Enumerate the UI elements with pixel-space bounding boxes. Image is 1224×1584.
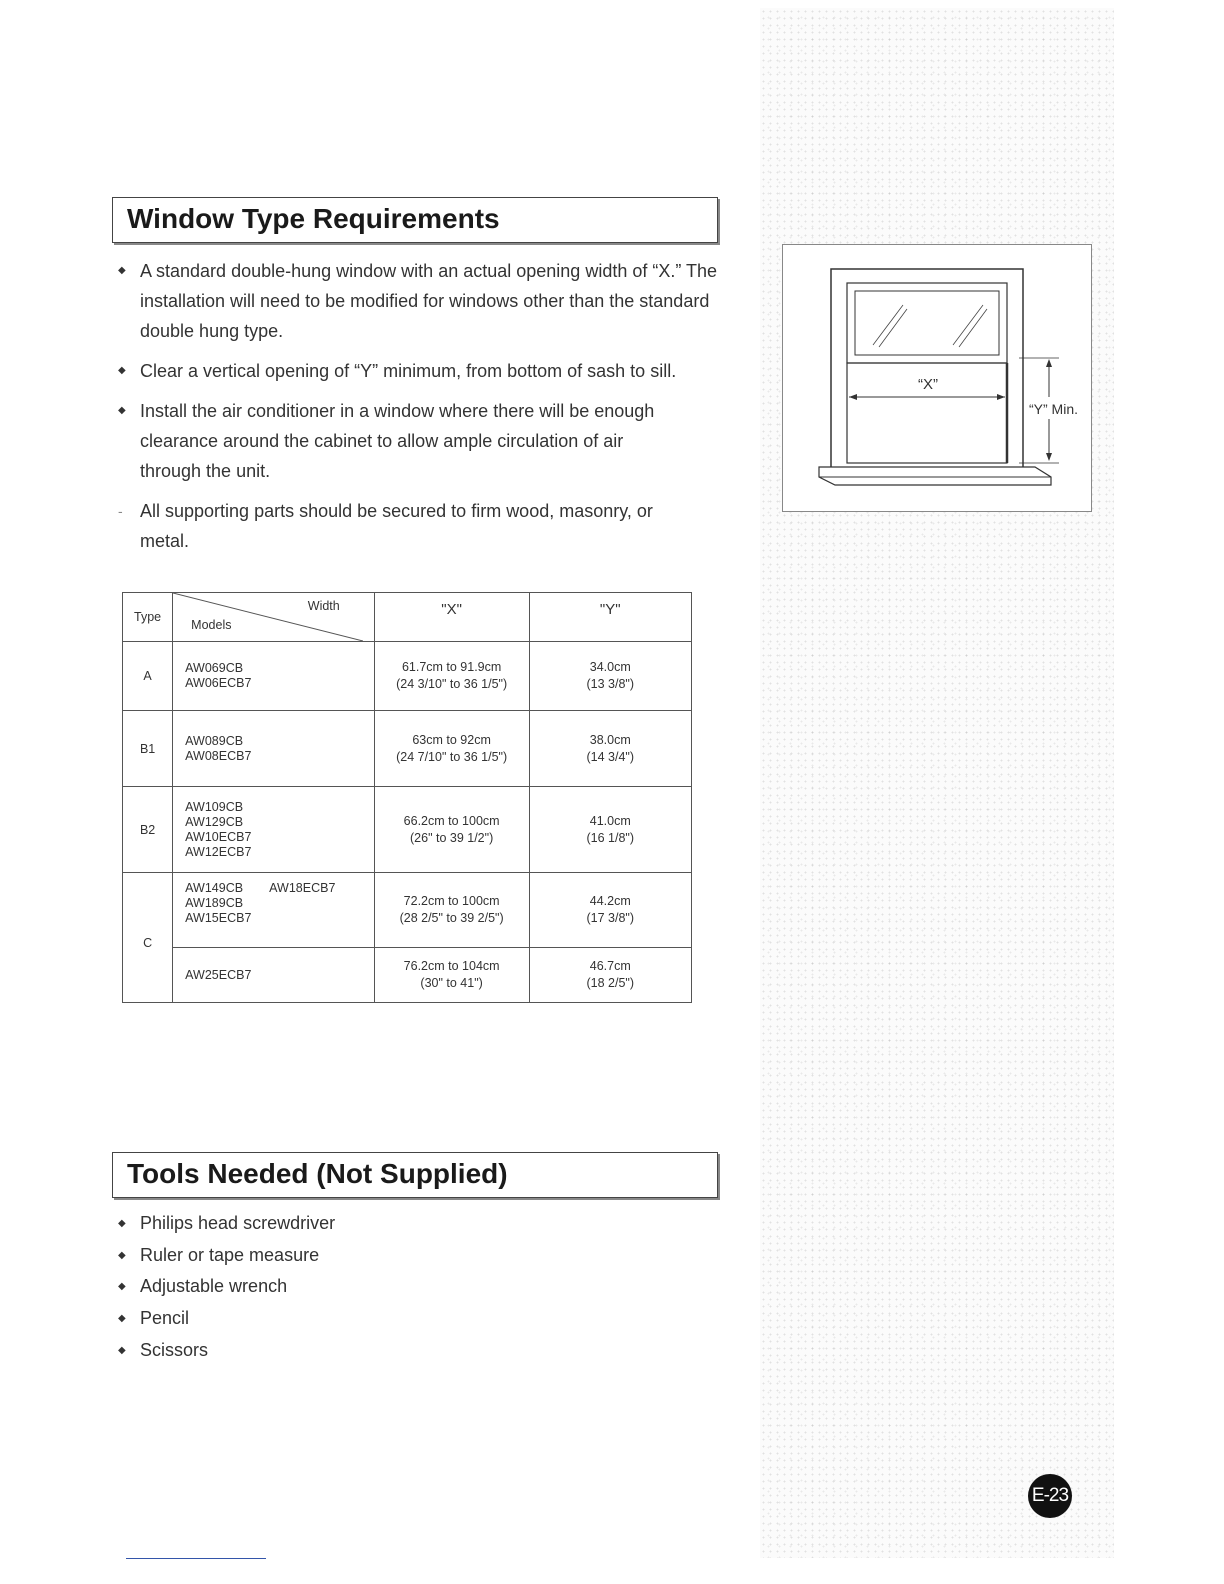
requirement-item: ◆ A standard double-hung window with an actual opening width of “X.” The installation will need to be modified for windows other than the standard double hung type. — [118, 256, 728, 346]
x-cell — [374, 642, 529, 711]
header-width-models — [173, 593, 375, 642]
model-name: AW25ECB7 — [185, 967, 252, 982]
y-imperial: (14 3/4") — [586, 749, 635, 764]
header-y: "Y" — [529, 593, 692, 642]
x-cell — [374, 873, 529, 948]
models-cell — [173, 787, 375, 873]
x-dimension-label: “X” — [918, 376, 938, 393]
header-x: "X" — [374, 593, 529, 642]
models-cell — [173, 642, 375, 711]
x-imperial: (24 7/10" to 36 1/5") — [396, 749, 508, 764]
model-name: AW069CB — [185, 661, 244, 675]
model-name: AW06ECB7 — [185, 676, 252, 690]
model-name: AW089CB — [185, 733, 244, 748]
models-column — [185, 881, 269, 926]
x-cell — [374, 787, 529, 873]
y-cell — [529, 948, 692, 1003]
header-models: Models — [191, 618, 232, 632]
y-cell — [529, 642, 692, 711]
x-metric: 72.2cm to 100cm — [403, 894, 500, 908]
double-hung-window-illustration — [783, 245, 1090, 510]
tools-needed-title: Tools Needed (Not Supplied) — [112, 1152, 718, 1198]
table-row — [123, 642, 692, 711]
y-metric: 34.0cm — [589, 660, 631, 674]
type-cell: C — [123, 873, 173, 1003]
x-metric: 66.2cm to 100cm — [403, 813, 500, 828]
type-cell: A — [123, 642, 173, 711]
models-cell — [173, 873, 375, 948]
y-min-dimension-label: “Y” Min. — [1029, 401, 1078, 417]
models-cell — [173, 948, 375, 1003]
model-name: AW15ECB7 — [185, 911, 252, 925]
x-metric: 76.2cm to 104cm — [403, 959, 500, 973]
y-metric: 38.0cm — [589, 732, 631, 747]
y-cell — [529, 873, 692, 948]
table-row — [123, 948, 692, 1003]
model-name: AW08ECB7 — [185, 748, 252, 763]
model-name: AW149CB — [185, 881, 244, 895]
decorative-side-strip — [760, 8, 1114, 1558]
x-cell — [374, 948, 529, 1003]
model-name: AW109CB — [185, 799, 244, 814]
footer-rule — [126, 1558, 266, 1559]
x-imperial: (24 3/10" to 36 1/5") — [396, 677, 508, 691]
x-imperial: (26" to 39 1/2") — [410, 830, 494, 845]
type-cell: B1 — [123, 711, 173, 787]
requirement-item: - All supporting parts should be secured to firm wood, masonry, or metal. — [118, 496, 728, 556]
table-row — [123, 873, 692, 948]
model-dimensions-table — [122, 592, 692, 1003]
table-row — [123, 787, 692, 873]
tool-item: ◆ Adjustable wrench — [118, 1271, 335, 1303]
header-type: Type — [123, 593, 173, 642]
table-row — [123, 711, 692, 787]
x-metric: 61.7cm to 91.9cm — [401, 660, 502, 674]
requirement-item: ◆ Install the air conditioner in a window where there will be enough clearance around the cabinet to allow ample circulation of air through the unit. — [118, 396, 728, 486]
type-cell: B2 — [123, 787, 173, 873]
header-width: Width — [307, 599, 340, 613]
window-diagram — [782, 244, 1092, 512]
page-number-badge: E-23 — [1028, 1474, 1072, 1518]
x-cell — [374, 711, 529, 787]
x-imperial: (28 2/5" to 39 2/5") — [399, 911, 504, 925]
y-metric: 46.7cm — [589, 959, 631, 973]
y-imperial: (16 1/8") — [586, 830, 635, 845]
y-cell — [529, 711, 692, 787]
tool-item: ◆ Pencil — [118, 1303, 335, 1335]
window-type-title: Window Type Requirements — [112, 197, 718, 243]
model-name: AW10ECB7 — [185, 829, 252, 844]
model-name: AW18ECB7 — [269, 881, 336, 895]
tools-list — [118, 1208, 335, 1367]
table-header-row — [123, 593, 692, 642]
x-metric: 63cm to 92cm — [412, 732, 491, 747]
y-imperial: (18 2/5") — [586, 976, 635, 990]
window-requirements-list — [118, 256, 728, 566]
x-imperial: (30" to 41") — [420, 976, 483, 990]
model-name: AW12ECB7 — [185, 844, 252, 859]
y-cell — [529, 787, 692, 873]
models-grid — [185, 881, 374, 926]
tool-item: ◆ Philips head screwdriver — [118, 1208, 335, 1240]
tool-item: ◆ Scissors — [118, 1335, 335, 1367]
y-metric: 44.2cm — [589, 894, 631, 908]
y-imperial: (13 3/8") — [586, 677, 635, 691]
model-name: AW129CB — [185, 814, 244, 829]
y-imperial: (17 3/8") — [586, 911, 635, 925]
y-metric: 41.0cm — [589, 813, 631, 828]
requirement-item: ◆ Clear a vertical opening of “Y” minimum, from bottom of sash to sill. — [118, 356, 728, 386]
tool-item: ◆ Ruler or tape measure — [118, 1240, 335, 1272]
model-name: AW189CB — [185, 896, 244, 910]
models-cell — [173, 711, 375, 787]
